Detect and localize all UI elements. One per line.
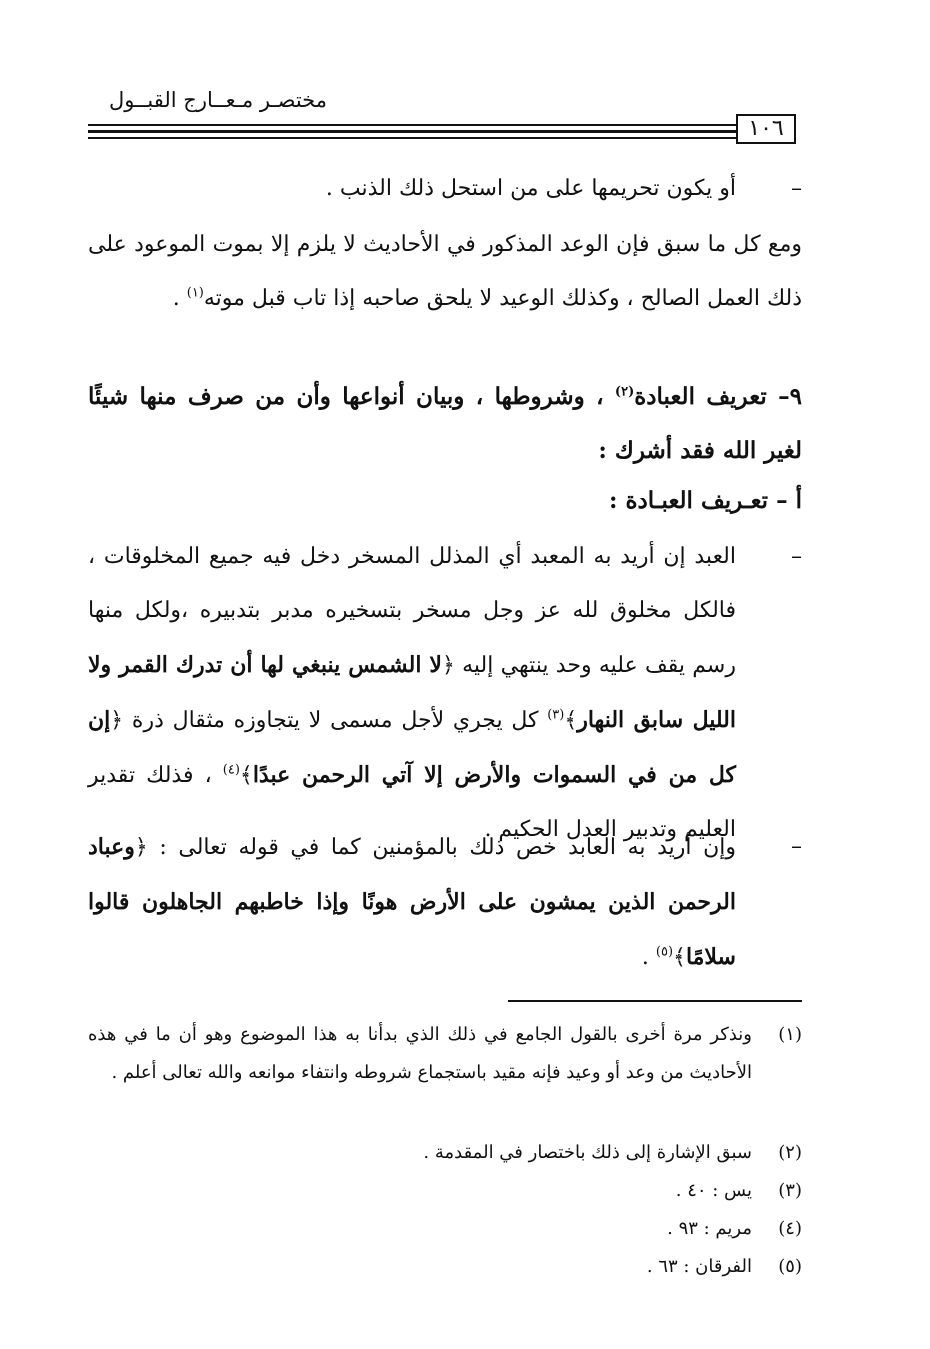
footnote [88,1016,802,1092]
text-run: وإن أريد به العابد خص ذلك بالمؤمنين كما في قوله تعالى : [147,835,736,860]
bullet-dash: – [791,176,802,201]
page-number: ١٠٦ [736,114,796,144]
footnote-text: مريم : ٩٣ . [667,1218,752,1239]
quran-bracket-open: ﴿ [441,653,455,678]
quran-bracket-open: ﴿ [110,708,124,733]
running-title: مختصـر مـعــارج القبــول [109,88,327,112]
quran-quote: وعباد الرحمن الذين يمشون على الأرض هونًا وإذا خاطبهم الجاهلون قالوا سلامًا [88,834,736,970]
bullet-text: أو يكون تحريمها على من استحل ذلك الذنب . [325,176,736,201]
footnote [88,1172,802,1210]
bullet-text [88,530,736,857]
footnote-ref: (٤) [222,762,240,778]
quran-bracket-close: ﴾ [673,945,686,970]
heading-text: ٩– تعريف العبادة [634,383,802,410]
footnote-text: سبق الإشارة إلى ذلك باختصار في المقدمة . [423,1142,752,1163]
quran-quote: لا الشمس ينبغي لها أن تدرك القمر ولا الليل سابق النهار [88,652,736,733]
footnote [88,1134,802,1172]
heading-text-rest: ، وشروطها ، وبيان أنواعها وأن من صرف منها شيئًا لغير الله فقد أشرك : [88,383,802,464]
footnote-number: (٥) [778,1256,802,1277]
footnote [88,1248,802,1286]
header-rule [88,137,736,139]
footnote-separator [508,1000,802,1002]
footnote-ref: (٥) [655,944,674,960]
header-rule [88,124,736,126]
footnote-ref: (٢) [614,384,635,400]
bullet-item [88,820,802,985]
subheading: أ – تعـريف العبـادة : [608,487,802,514]
quran-bracket-open: ﴿ [134,835,148,860]
header-rule [88,130,736,133]
footnote-text: الفرقان : ٦٣ . [646,1256,752,1277]
bullet-text [88,820,736,985]
text-run: . [641,945,656,970]
text-run: العبد إن أريد به المعبد أي المذلل المسخر دخل فيه جميع المخلوقات ، فالكل مخلوق لله عز وجل مسخر بتسخيره مدبر بتدبيره ،ولكل منها رسم يقف عليه وحد ينتهي إليه [88,544,736,678]
footnote-number: (٣) [778,1180,802,1201]
bullet-dash: – [791,544,802,569]
footnote-number: (٤) [778,1218,802,1239]
footnote-number: (٢) [778,1142,802,1163]
footnote-text: ونذكر مرة أخرى بالقول الجامع في ذلك الذي بدأنا به هذا الموضوع وهو أن ما في هذه الأحاديث من وعد أو وعيد فإنه مقيد باستجماع شروطه وانتفاء موانعه والله تعالى أعلم . [88,1024,752,1083]
paragraph [88,218,802,326]
paragraph-text: ومع كل ما سبق فإن الوعد المذكور في الأحاديث لا يلزم إلا بموت الموعود على ذلك العمل الصالح ، وكذلك الوعيد لا يلحق صاحبه إذا تاب قبل موته [88,232,802,311]
footnote-ref: (١) [186,285,204,301]
footnote-text: يس : ٤٠ . [675,1180,752,1201]
quran-bracket-close: ﴾ [239,763,253,788]
text-run: كل يجري لأجل مسمى لا يتجاوزه مثقال ذرة [123,708,548,733]
footnote-ref: (٣) [547,707,565,723]
bullet-item [88,530,802,857]
bullet-dash: – [791,834,802,859]
bullet-item [88,162,802,216]
paragraph-end: . [172,286,187,311]
section-heading [88,370,802,478]
text-run: ، فذلك تقدير العليم وتدبير العدل الحكيم . [88,763,736,842]
footnote [88,1210,802,1248]
quran-quote: إن كل من في السموات والأرض إلا آتي الرحمن عبدًا [88,707,736,788]
quran-bracket-close: ﴾ [564,708,578,733]
footnote-number: (١) [778,1024,802,1045]
